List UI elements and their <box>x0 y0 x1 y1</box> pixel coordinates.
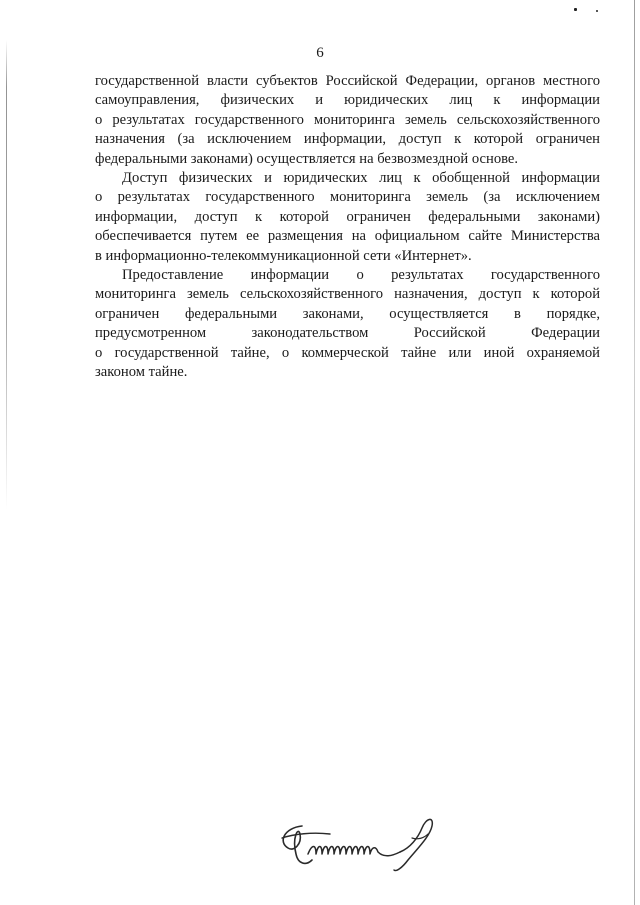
text-line: назначения (за исключением информации, доступ к которой ограничен <box>95 131 600 148</box>
text-line: мониторинга земель сельскохозяйственного назначения, доступ к которой <box>95 286 600 303</box>
scan-speck <box>596 10 598 12</box>
paragraph-1 <box>95 72 600 169</box>
scan-edge-right <box>634 0 635 905</box>
text-line: обеспечивается путем ее размещения на официальном сайте Министерства <box>95 228 600 245</box>
document-body <box>95 72 600 383</box>
handwritten-signature <box>272 808 452 878</box>
text-line: федеральными законами) осуществляется на безвозмездной основе. <box>95 150 519 167</box>
scan-speck <box>574 8 577 11</box>
text-line: государственной власти субъектов Российской Федерации, органов местного <box>95 73 600 89</box>
text-line: Предоставление информации о результатах государственного <box>122 267 600 284</box>
paragraph-3 <box>95 266 600 382</box>
text-line: о результатах государственного мониторинга земель сельскохозяйственного <box>95 111 600 128</box>
text-line: самоуправления, физических и юридических лиц к информации <box>95 92 600 109</box>
text-line: информации, доступ к которой ограничен федеральными законами) <box>95 208 600 225</box>
text-line: Доступ физических и юридических лиц к обобщенной информации <box>122 170 600 187</box>
scan-edge-left <box>6 40 7 510</box>
text-line: в информационно-телекоммуникационной сети «Интернет». <box>95 247 472 264</box>
page-number: 6 <box>316 45 324 61</box>
text-line: предусмотренном законодательством Российской Федерации <box>95 325 600 342</box>
text-line: ограничен федеральными законами, осуществляется в порядке, <box>95 305 600 322</box>
text-line: о результатах государственного мониторинга земель (за исключением <box>95 189 600 206</box>
paragraph-2 <box>95 169 600 266</box>
text-line: о государственной тайне, о коммерческой тайне или иной охраняемой <box>95 344 600 361</box>
text-line: законом тайне. <box>95 364 188 381</box>
signature-graphic <box>272 808 452 878</box>
